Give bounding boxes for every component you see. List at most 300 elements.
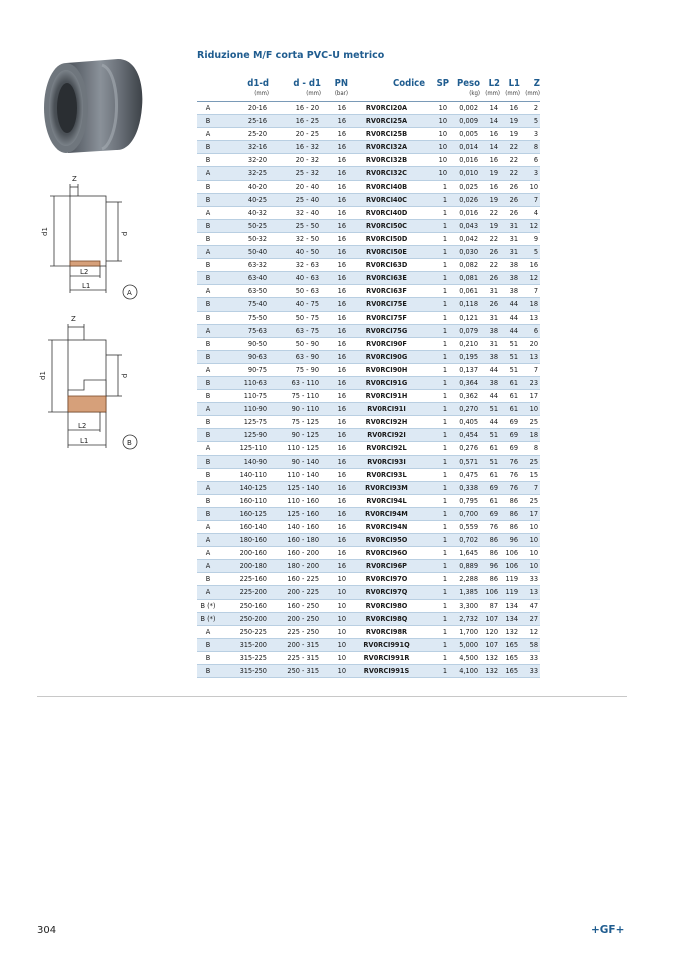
table-cell: 315-250 <box>219 665 269 678</box>
table-cell: 90 - 140 <box>269 455 321 468</box>
table-cell: 7 <box>520 363 540 376</box>
table-cell: A <box>197 481 219 494</box>
table-cell: 12 <box>520 219 540 232</box>
table-cell: 165 <box>500 665 520 678</box>
table-row <box>197 403 540 416</box>
table-cell: 225-200 <box>219 586 269 599</box>
table-cell: RV0RCI63F <box>348 285 425 298</box>
table-cell: 0,405 <box>449 416 480 429</box>
table-cell: 1 <box>425 285 449 298</box>
table-cell: 1 <box>425 193 449 206</box>
table-cell: 0,364 <box>449 376 480 389</box>
table-cell: 44 <box>500 298 520 311</box>
table-cell: B <box>197 665 219 678</box>
table-cell: 8 <box>520 141 540 154</box>
table-cell: 16 <box>321 193 348 206</box>
table-cell: 69 <box>480 481 500 494</box>
table-cell: 50 - 63 <box>269 285 321 298</box>
table-cell: 132 <box>500 625 520 638</box>
table-cell: RV0RCI96O <box>348 547 425 560</box>
diagram-a-z-label: Z <box>72 175 77 183</box>
table-cell: 16 <box>500 102 520 115</box>
table-cell: RV0RCI991S <box>348 665 425 678</box>
table-cell: 2,288 <box>449 573 480 586</box>
table-cell: 75-40 <box>219 298 269 311</box>
table-cell: RV0RCI25A <box>348 115 425 128</box>
table-cell: RV0RCI90H <box>348 363 425 376</box>
table-cell: 16 <box>321 324 348 337</box>
table-cell: 0,475 <box>449 468 480 481</box>
col-header-l1: L1 <box>508 78 520 89</box>
table-row <box>197 141 540 154</box>
table-cell: 0,016 <box>449 206 480 219</box>
table-cell: 38 <box>500 259 520 272</box>
table-cell: RV0RCI98Q <box>348 612 425 625</box>
table-cell: RV0RCI98R <box>348 625 425 638</box>
table-cell: 16 <box>321 481 348 494</box>
table-cell: A <box>197 206 219 219</box>
unit-label: (mm) <box>520 90 540 102</box>
table-cell: 125-75 <box>219 416 269 429</box>
table-row <box>197 272 540 285</box>
diagram-b-label: B <box>127 439 132 447</box>
table-cell: 10 <box>321 586 348 599</box>
table-cell: 38 <box>480 376 500 389</box>
table-cell: 16 <box>321 180 348 193</box>
table-cell: 40-20 <box>219 180 269 193</box>
table-cell: 160-110 <box>219 494 269 507</box>
table-cell: A <box>197 547 219 560</box>
table-cell: 16 - 32 <box>269 141 321 154</box>
table-cell: 25 <box>520 416 540 429</box>
table-cell: B <box>197 180 219 193</box>
table-cell: 16 <box>321 468 348 481</box>
table-cell: A <box>197 324 219 337</box>
table-cell: 86 <box>500 507 520 520</box>
table-cell: 0,362 <box>449 390 480 403</box>
table-cell: 140-110 <box>219 468 269 481</box>
table-cell: 16 <box>321 246 348 259</box>
table-row <box>197 625 540 638</box>
table-row <box>197 193 540 206</box>
table-cell: 32 - 63 <box>269 259 321 272</box>
table-cell: 200 - 315 <box>269 638 321 651</box>
table-cell: 7 <box>520 193 540 206</box>
table-cell: 0,081 <box>449 272 480 285</box>
table-row <box>197 167 540 180</box>
table-cell: 16 <box>321 272 348 285</box>
table-cell: 0,009 <box>449 115 480 128</box>
table-cell: 16 <box>321 376 348 389</box>
table-cell: 1 <box>425 455 449 468</box>
table-cell: 20-16 <box>219 102 269 115</box>
table-cell: 0,270 <box>449 403 480 416</box>
table-cell: B <box>197 507 219 520</box>
table-cell: 106 <box>500 560 520 573</box>
table-cell: 225 - 315 <box>269 651 321 664</box>
table-cell: 5 <box>520 115 540 128</box>
table-cell: 0,210 <box>449 337 480 350</box>
table-cell: RV0RCI40C <box>348 193 425 206</box>
table-cell: 1 <box>425 560 449 573</box>
table-cell: RV0RCI75E <box>348 298 425 311</box>
table-cell: 86 <box>480 573 500 586</box>
table-row <box>197 521 540 534</box>
table-row <box>197 324 540 337</box>
table-cell: 26 <box>500 193 520 206</box>
table-cell: 1 <box>425 651 449 664</box>
table-cell: 0,795 <box>449 494 480 507</box>
table-cell: RV0RCI32B <box>348 154 425 167</box>
table-cell: 13 <box>520 311 540 324</box>
table-cell: 225-160 <box>219 573 269 586</box>
table-cell: 1 <box>425 599 449 612</box>
table-body <box>197 102 540 678</box>
table-cell: 140 - 160 <box>269 521 321 534</box>
table-cell: 0,121 <box>449 311 480 324</box>
table-cell: 75 - 90 <box>269 363 321 376</box>
table-cell: 25 <box>520 494 540 507</box>
table-cell: 6 <box>520 154 540 167</box>
table-cell: 160-140 <box>219 521 269 534</box>
table-cell: 5,000 <box>449 638 480 651</box>
col-header-z: Z <box>533 78 540 89</box>
table-cell: RV0RCI94L <box>348 494 425 507</box>
table-cell: 40 - 50 <box>269 246 321 259</box>
table-cell: 10 <box>520 547 540 560</box>
unit-label <box>197 90 219 102</box>
table-cell: 0,026 <box>449 193 480 206</box>
table-cell: B <box>197 298 219 311</box>
table-cell: 31 <box>500 246 520 259</box>
table-cell: 10 <box>425 102 449 115</box>
table-cell: 63-32 <box>219 259 269 272</box>
table-cell: 10 <box>520 560 540 573</box>
table-cell: 25 - 50 <box>269 219 321 232</box>
table-cell: 90-50 <box>219 337 269 350</box>
table-cell: 18 <box>520 429 540 442</box>
table-cell: RV0RCI91H <box>348 390 425 403</box>
table-cell: 132 <box>480 651 500 664</box>
table-cell: 1 <box>425 429 449 442</box>
table-cell: 140-125 <box>219 481 269 494</box>
table-cell: 6 <box>520 324 540 337</box>
table-cell: RV0RCI32C <box>348 167 425 180</box>
table-cell: 19 <box>480 219 500 232</box>
diagram-b-z-label: Z <box>71 315 76 323</box>
table-row <box>197 494 540 507</box>
table-cell: RV0RCI90F <box>348 337 425 350</box>
table-cell: 1,700 <box>449 625 480 638</box>
table-row <box>197 560 540 573</box>
table-cell: RV0RCI50C <box>348 219 425 232</box>
table-cell: 75-63 <box>219 324 269 337</box>
table-cell: 125-90 <box>219 429 269 442</box>
table-cell: 160-125 <box>219 507 269 520</box>
table-cell: 17 <box>520 390 540 403</box>
table-cell: B <box>197 573 219 586</box>
table-cell: RV0RCI20A <box>348 102 425 115</box>
table-cell: 10 <box>425 128 449 141</box>
table-cell: 51 <box>500 337 520 350</box>
table-cell: 0,014 <box>449 141 480 154</box>
table-cell: RV0RCI97O <box>348 573 425 586</box>
table-row <box>197 416 540 429</box>
table-cell: 40-25 <box>219 193 269 206</box>
table-cell: 20 - 40 <box>269 180 321 193</box>
table-cell: A <box>197 128 219 141</box>
table-cell: RV0RCI63D <box>348 259 425 272</box>
table-cell: 225 - 250 <box>269 625 321 638</box>
table-cell: 1 <box>425 416 449 429</box>
table-cell: 69 <box>500 442 520 455</box>
table-row <box>197 573 540 586</box>
table-cell: 87 <box>480 599 500 612</box>
table-cell: RV0RCI32A <box>348 141 425 154</box>
diagram-b-d-label: d <box>121 373 129 378</box>
table-cell: RV0RCI90G <box>348 350 425 363</box>
table-cell: RV0RCI40B <box>348 180 425 193</box>
col-header-codice: Codice <box>392 78 425 89</box>
table-cell: 1 <box>425 298 449 311</box>
table-cell: 16 <box>321 390 348 403</box>
diagram-b <box>30 310 145 460</box>
table-cell: 10 <box>321 625 348 638</box>
table-cell: 22 <box>500 154 520 167</box>
table-cell: 107 <box>480 638 500 651</box>
table-cell: 76 <box>500 468 520 481</box>
table-header-row <box>197 78 540 90</box>
table-cell: 1 <box>425 494 449 507</box>
table-cell: 10 <box>321 651 348 664</box>
table-cell: B <box>197 468 219 481</box>
table-cell: 1 <box>425 324 449 337</box>
table-cell: 200 - 225 <box>269 586 321 599</box>
table-cell: A <box>197 403 219 416</box>
table-cell: 1 <box>425 259 449 272</box>
table-cell: 51 <box>500 350 520 363</box>
table-cell: 0,700 <box>449 507 480 520</box>
table-cell: RV0RCI91G <box>348 376 425 389</box>
table-cell: 16 <box>321 455 348 468</box>
table-cell: 14 <box>480 141 500 154</box>
table-cell: 33 <box>520 573 540 586</box>
table-cell: 12 <box>520 272 540 285</box>
table-cell: 50-40 <box>219 246 269 259</box>
table-cell: 1 <box>425 625 449 638</box>
spec-table <box>197 78 540 678</box>
table-cell: 16 <box>321 547 348 560</box>
table-cell: 96 <box>480 560 500 573</box>
table-cell: B <box>197 141 219 154</box>
table-cell: A <box>197 246 219 259</box>
table-cell: RV0RCI25B <box>348 128 425 141</box>
table-cell: 32-25 <box>219 167 269 180</box>
table-cell: RV0RCI94N <box>348 521 425 534</box>
unit-label: (kg) <box>449 90 480 102</box>
table-cell: RV0RCI991Q <box>348 638 425 651</box>
table-cell: 110-63 <box>219 376 269 389</box>
table-cell: 0,030 <box>449 246 480 259</box>
table-cell: A <box>197 625 219 638</box>
table-cell: 16 <box>321 416 348 429</box>
table-cell: 134 <box>500 612 520 625</box>
col-header-l2: L2 <box>488 78 500 89</box>
table-cell: 25 - 40 <box>269 193 321 206</box>
table-cell: 2 <box>520 102 540 115</box>
table-cell: 1,385 <box>449 586 480 599</box>
table-cell: 10 <box>425 141 449 154</box>
table-cell: 50-32 <box>219 232 269 245</box>
table-cell: 26 <box>480 272 500 285</box>
table-cell: 16 <box>321 521 348 534</box>
diagram-b-l1-label: L1 <box>80 437 89 445</box>
table-cell: 63 - 75 <box>269 324 321 337</box>
table-cell: 31 <box>480 311 500 324</box>
table-cell: RV0RCI95O <box>348 534 425 547</box>
col-header-pn: PN <box>334 78 348 89</box>
table-cell: B <box>197 638 219 651</box>
table-cell: 51 <box>500 363 520 376</box>
table-cell: 200 - 250 <box>269 612 321 625</box>
diagram-b-d1-label: d1 <box>39 371 47 380</box>
table-cell: 160 - 250 <box>269 599 321 612</box>
table-cell: 31 <box>500 219 520 232</box>
table-cell: RV0RCI75F <box>348 311 425 324</box>
table-cell: 110-90 <box>219 403 269 416</box>
table-row <box>197 128 540 141</box>
table-cell: 44 <box>480 416 500 429</box>
table-cell: 0,571 <box>449 455 480 468</box>
table-cell: 76 <box>500 481 520 494</box>
table-cell: 1 <box>425 219 449 232</box>
table-row <box>197 586 540 599</box>
table-cell: 86 <box>500 521 520 534</box>
table-cell: 110 - 140 <box>269 468 321 481</box>
table-cell: A <box>197 534 219 547</box>
table-cell: 44 <box>500 324 520 337</box>
table-row <box>197 638 540 651</box>
table-cell: 86 <box>500 494 520 507</box>
diagram-a-l1-label: L1 <box>82 282 91 290</box>
table-cell: RV0RCI92L <box>348 442 425 455</box>
table-cell: 16 <box>321 206 348 219</box>
table-cell: 1 <box>425 180 449 193</box>
table-cell: 165 <box>500 638 520 651</box>
table-cell: 51 <box>480 455 500 468</box>
table-cell: 38 <box>480 324 500 337</box>
table-cell: RV0RCI93L <box>348 468 425 481</box>
table-cell: 26 <box>500 206 520 219</box>
table-cell: 38 <box>500 272 520 285</box>
table-cell: 16 <box>321 311 348 324</box>
table-row <box>197 232 540 245</box>
table-cell: 10 <box>425 154 449 167</box>
table-cell: 50 - 75 <box>269 311 321 324</box>
divider <box>37 696 627 697</box>
table-row <box>197 259 540 272</box>
table-cell: A <box>197 102 219 115</box>
table-cell: 22 <box>480 206 500 219</box>
table-cell: RV0RCI98O <box>348 599 425 612</box>
table-cell: B <box>197 115 219 128</box>
table-cell: 107 <box>480 612 500 625</box>
table-cell: 200-160 <box>219 547 269 560</box>
table-cell: 16 <box>321 442 348 455</box>
table-cell: 1 <box>425 481 449 494</box>
table-cell: 4 <box>520 206 540 219</box>
table-cell: 0,025 <box>449 180 480 193</box>
table-cell: 69 <box>480 507 500 520</box>
table-cell: 125 - 140 <box>269 481 321 494</box>
col-header <box>197 78 219 90</box>
table-cell: RV0RCI75G <box>348 324 425 337</box>
table-cell: B <box>197 416 219 429</box>
table-cell: 16 <box>321 167 348 180</box>
table-cell: 315-200 <box>219 638 269 651</box>
table-cell: 0,010 <box>449 167 480 180</box>
table-cell: 125-110 <box>219 442 269 455</box>
table-cell: 16 <box>321 350 348 363</box>
table-cell: 1,645 <box>449 547 480 560</box>
table-cell: 315-225 <box>219 651 269 664</box>
table-cell: 1 <box>425 246 449 259</box>
table-cell: 63-50 <box>219 285 269 298</box>
table-cell: 250-225 <box>219 625 269 638</box>
table-cell: 76 <box>480 521 500 534</box>
table-cell: 69 <box>500 429 520 442</box>
table-cell: 61 <box>480 494 500 507</box>
table-row <box>197 390 540 403</box>
table-cell: 27 <box>520 612 540 625</box>
table-cell: 44 <box>500 311 520 324</box>
table-cell: 50 - 90 <box>269 337 321 350</box>
table-cell: 120 <box>480 625 500 638</box>
table-cell: 10 <box>321 612 348 625</box>
table-cell: 51 <box>480 429 500 442</box>
table-cell: 1 <box>425 612 449 625</box>
table-row <box>197 180 540 193</box>
table-cell: 16 <box>321 534 348 547</box>
table-cell: RV0RCI92I <box>348 429 425 442</box>
diagram-a <box>30 168 145 308</box>
table-cell: RV0RCI94M <box>348 507 425 520</box>
unit-label: (mm) <box>480 90 500 102</box>
table-cell: 7 <box>520 481 540 494</box>
table-cell: 32 - 40 <box>269 206 321 219</box>
table-cell: A <box>197 363 219 376</box>
table-row <box>197 350 540 363</box>
table-cell: 16 <box>520 259 540 272</box>
table-cell: B <box>197 337 219 350</box>
table-cell: 25 <box>520 455 540 468</box>
table-row <box>197 547 540 560</box>
table-cell: 0,002 <box>449 102 480 115</box>
table-cell: 20 - 32 <box>269 154 321 167</box>
table-cell: 63-40 <box>219 272 269 285</box>
table-cell: 7 <box>520 285 540 298</box>
table-cell: 0,559 <box>449 521 480 534</box>
table-cell: 16 <box>480 180 500 193</box>
table-cell: 33 <box>520 665 540 678</box>
table-cell: B <box>197 219 219 232</box>
table-cell: 250-160 <box>219 599 269 612</box>
table-cell: 38 <box>480 350 500 363</box>
table-cell: B <box>197 193 219 206</box>
table-row <box>197 534 540 547</box>
table-cell: 1 <box>425 206 449 219</box>
table-cell: 40 - 63 <box>269 272 321 285</box>
